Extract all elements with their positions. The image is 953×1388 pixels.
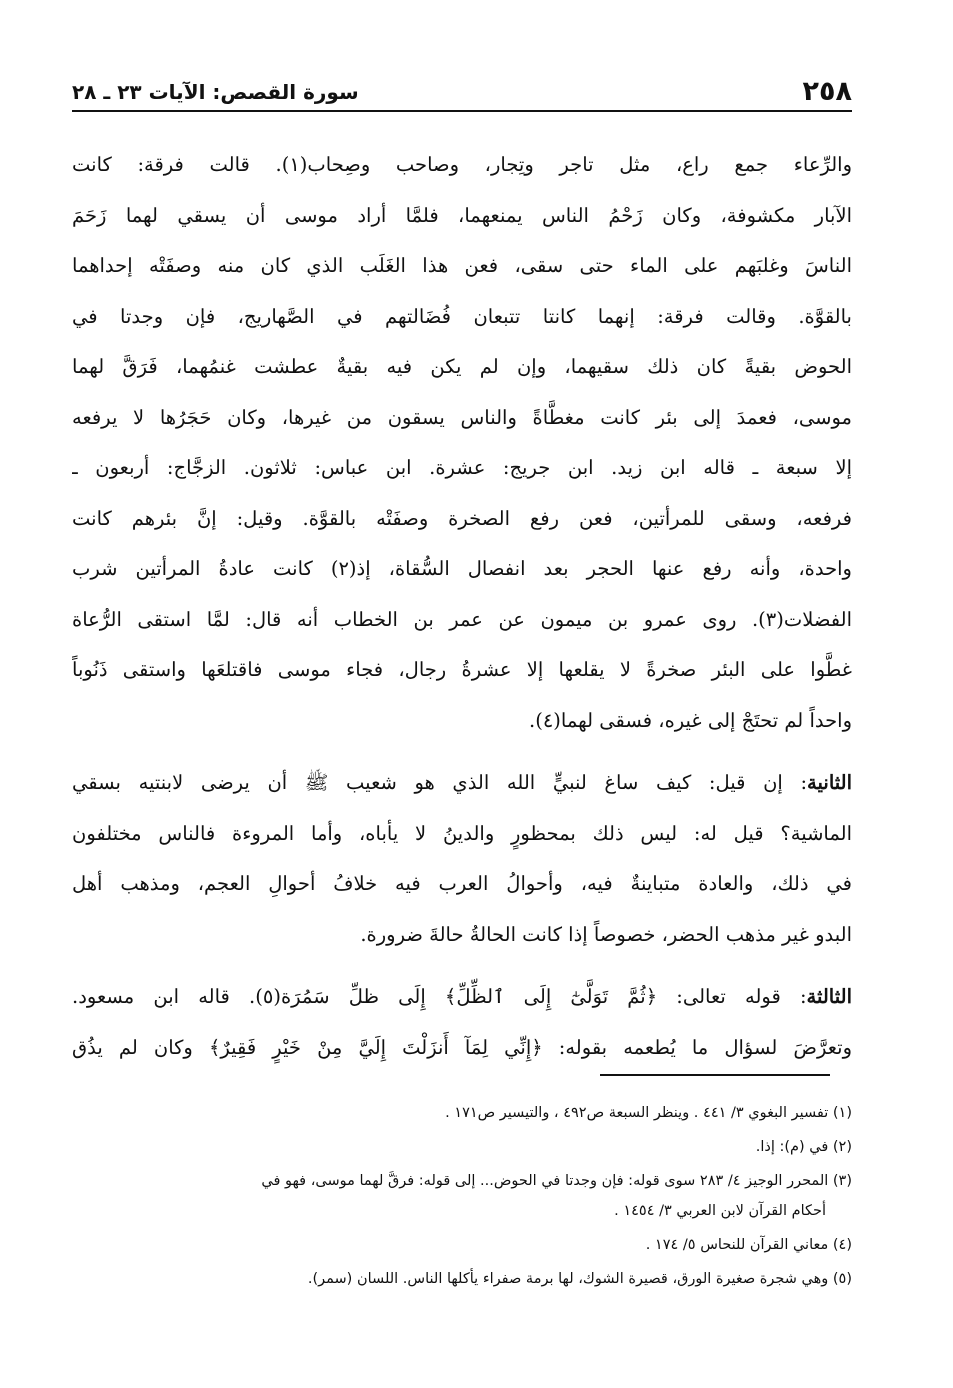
- footnote-1: (١) تفسير البغوي ٣/ ٤٤١ . وينظر السبعة ص٤٩٢ ، والتيسير ص١٧١ .: [445, 1105, 852, 1121]
- text-line: الفضلات(٣). روى عمرو بن ميمون عن عمر بن الخطاب أنه قال: لمَّا استقى الرُّعاة: [72, 607, 852, 631]
- section-label-second: الثانية: [807, 771, 852, 794]
- page-header: [72, 64, 852, 112]
- text-line: في ذلك، والعادة متباينةٌ فيه، وأحوالُ العرب فيه خلافُ أحوالِ العجم، ومذهب أهل: [72, 872, 852, 895]
- text-line: والرِّعاء جمع راع، مثل تاجر وتِجار، وصاحب وصِحاب(١). قالت فرقة: كانت: [72, 153, 852, 176]
- text-line: البدو غير مذهب الحضر، خصوصاً إذا كانت الحالةُ حالةَ ضرورة.: [360, 922, 852, 946]
- running-title: سورة القصص: الآيات ٢٣ ـ ٢٨: [72, 80, 359, 104]
- text-line: الناسَ وغلبَهم على الماء حتى سقى، فعن هذا الغَلَب الذي كان منه وصفَتْه إحداهما: [72, 254, 852, 277]
- page-number: ٢٥٨: [802, 76, 852, 107]
- text-line: فرفعه، وسقى للمرأتين، فعن رفع الصخرة وصفَتْه بالقوَّة. وقيل: إنَّ بئرهم كانت: [72, 506, 852, 530]
- footnotes: [72, 1098, 852, 1298]
- footnote-4: (٤) معاني القرآن للنحاس ٥/ ١٧٤ .: [645, 1237, 852, 1253]
- text-line: موسى، فعمدَ إلى بئر كانت مغطَّاةً والناس يسقون من غيرها، وكان حَجَرُها لا يرفعه: [72, 405, 852, 429]
- header-rule: [72, 110, 852, 112]
- paragraph-third-first-line: [72, 972, 852, 1023]
- text-line: بالقوَّة. وقالت فرقة: إنهما كانتا تتبعان فُضَالتهم في الصَّهاريج، فإن وجدتا في: [72, 304, 852, 328]
- footnote-separator: [600, 1074, 830, 1076]
- footnote-3: [72, 1166, 852, 1226]
- text-line: الآبار مكشوفة، وكان زَحْمُ الناس يمنعهما، فلمَّا أراد موسى أن يسقي لهما زَحَمَ: [72, 203, 852, 227]
- text-line: وتعرَّضَ لسؤال ما يُطعمه بقوله: ﴿إِنِّي لِمَآ أَنزَلْتَ إِلَيَّ مِنْ خَيْرٍ فَقِيرٌ﴾ وكان لم يذُق: [72, 1035, 852, 1059]
- text-line: غطَّوا على البئر صخرةً لا يقلعها إلا عشرةُ رجال، فجاء موسى فاقتلعَها واستقى ذَنُوباً: [72, 658, 852, 681]
- main-text: [72, 140, 852, 1073]
- footnote-3-line-1: (٣) المحرر الوجيز ٤/ ٢٨٣ سوى قوله: فإن وجدتا في الحوض... إلى قوله: فرقَّ لهما موسى، فهو في: [261, 1173, 852, 1189]
- text-line: الماشية؟ قيل له: ليس ذلك بمحظورٍ والدينُ لا يأباه، وأما المروءة فالناس مختلفون: [72, 821, 852, 845]
- footnote-3-line-2: أحكام القرآن لابن العربي ٣/ ١٤٥٤ .: [614, 1203, 826, 1219]
- text-line: الحوض بقيةً كان ذلك سقيهما، وإن لم يكن فيه بقيةٌ عطشت غنمُهما، فَرَقَّ لهما: [72, 355, 852, 378]
- text-line: واحداً لم تحتَجْ إلى غيره، فسقى لهما(٤).: [529, 708, 852, 732]
- text-run: : إن قيل: كيف ساغ لنبيٍّ الله الذي هو شعيب ﷺ أن يرضى لابنتيه بسقي: [72, 771, 808, 794]
- text-run: : قوله تعالى: ﴿ثُمَّ تَوَلَّىٰٓ إِلَى ٱلظِّلِّ﴾ إِلَى ظلِّ سَمُرَة(٥). قاله ابن مسعود.: [72, 985, 807, 1008]
- text-line: واحدة، وأنه رفع عنها الحجر بعد انفصال السُّقاة، إذ(٢) كانت عادةُ المرأتين شرب: [72, 557, 852, 580]
- footnote-5: (٥) وهي شجرة صغيرة الورق، قصيرة الشوك، لها برمة صفراء يأكلها الناس. اللسان (سمر).: [307, 1271, 852, 1287]
- text-line: إلا سبعة ـ قاله ابن زيد. ابن جريج: عشرة. ابن عباس: ثلاثون. الزجَّاج: أربعون ـ: [72, 456, 852, 479]
- section-label-third: الثالثة: [806, 985, 852, 1008]
- footnote-2: (٢) في (م): إذا.: [755, 1139, 852, 1155]
- paragraph-second-first-line: [72, 758, 852, 809]
